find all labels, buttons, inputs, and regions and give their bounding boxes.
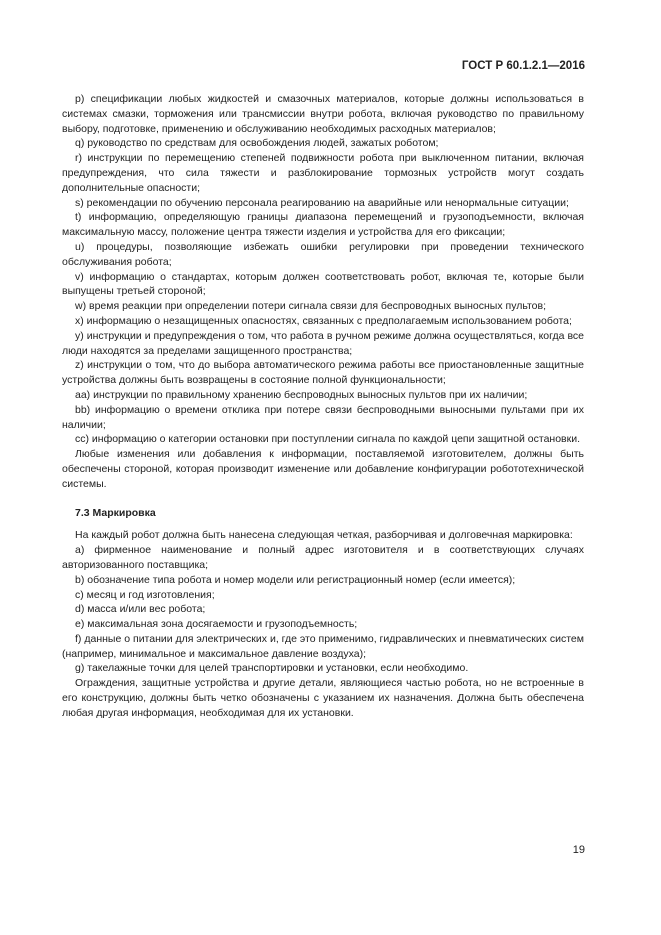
list-item: e) максимальная зона досягаемости и грузоподъемность; (75, 618, 358, 631)
list-item: cc) информацию о категории остановки при поступлении сигнала по каждой цепи защитной остановки. (75, 433, 580, 446)
paragraph: Любые изменения или добавления к информации, поставляемой изготовителем, должны быть обеспечены стороной, которая производит изменение или добавление конфигурации робототехнической системы. (62, 448, 584, 490)
page-number: 19 (572, 844, 585, 856)
list-item: t) информацию, определяющую границы диапазона перемещений и грузоподъемности, включая максимальную массу, положение центра тяжести изделия и устройства для его фиксации; (62, 211, 584, 239)
list-item: р) спецификации любых жидкостей и смазочных материалов, которые должны использоваться в системах смазки, торможения или трансмиссии внутри робота, включая руководство по правильному выбору, подготовке, применению и обслуживанию необходимых расходных материалов; (62, 93, 584, 135)
list-item: g) такелажные точки для целей транспортировки и установки, если необходимо. (75, 662, 469, 675)
list-item: r) инструкции по перемещению степеней подвижности робота при выключенном питании, включая предупреждения, что сила тяжести и разблокирование тормозных устройств могут создать дополнительные опасности; (62, 152, 584, 194)
list-item: y) инструкции и предупреждения о том, что работа в ручном режиме должна осуществляться, когда все люди находятся за пределами защищенного пространства; (62, 329, 584, 357)
list-item: a) фирменное наименование и полный адрес изготовителя и в соответствующих случаях авторизованного поставщика; (62, 544, 584, 571)
list-item: z) инструкции о том, что до выбора автоматического режима работы все приостановленные защитные устройства должны быть возвращены в состояние полной функциональности; (62, 359, 584, 387)
list-item: b) обозначение типа робота и номер модели или регистрационный номер (если имеется); (75, 573, 516, 586)
section-title: 7.3 Маркировка (75, 506, 156, 519)
document-body (62, 92, 584, 721)
document-code: ГОСТ Р 60.1.2.1—2016 (461, 60, 585, 72)
paragraph: Ограждения, защитные устройства и другие детали, являющиеся частью робота, но не встроенные в его конструкцию, должны быть четко обозначены с указанием их назначения. Должна быть обеспечена любая другая информация, необходимая для их установки. (62, 677, 584, 719)
list-item: x) информацию о незащищенных опасностях, связанных с предполагаемым использованием робота; (75, 314, 572, 327)
list-item: w) время реакции при определении потери сигнала связи для беспроводных выносных пультов; (75, 300, 547, 313)
paragraph: На каждый робот должна быть нанесена следующая четкая, разборчивая и долговечная маркировка: (75, 529, 573, 542)
list-item: q) руководство по средствам для освобождения людей, зажатых роботом; (75, 137, 439, 150)
list-item: aa) инструкции по правильному хранению беспроводных выносных пультов при их наличии; (75, 388, 528, 401)
list-item: v) информацию о стандартах, которым должен соответствовать робот, включая те, которые были выпущены третьей стороной; (62, 270, 584, 298)
list-item: d) масса и/или вес робота; (75, 603, 206, 616)
list-item: c) месяц и год изготовления; (75, 588, 215, 601)
list-item: s) рекомендации по обучению персонала реагированию на аварийные или ненормальные ситуации; (75, 196, 569, 209)
list-item: bb) информацию о времени отклика при потере связи беспроводными выносными пультами при их наличии; (62, 403, 584, 431)
list-item: u) процедуры, позволяющие избежать ошибки регулировки при проведении технического обслуживания робота; (62, 240, 584, 268)
list-item: f) данные о питании для электрических и, где это применимо, гидравлических и пневматических систем (например, минимальное и максимальное давление воздуха); (62, 632, 584, 660)
